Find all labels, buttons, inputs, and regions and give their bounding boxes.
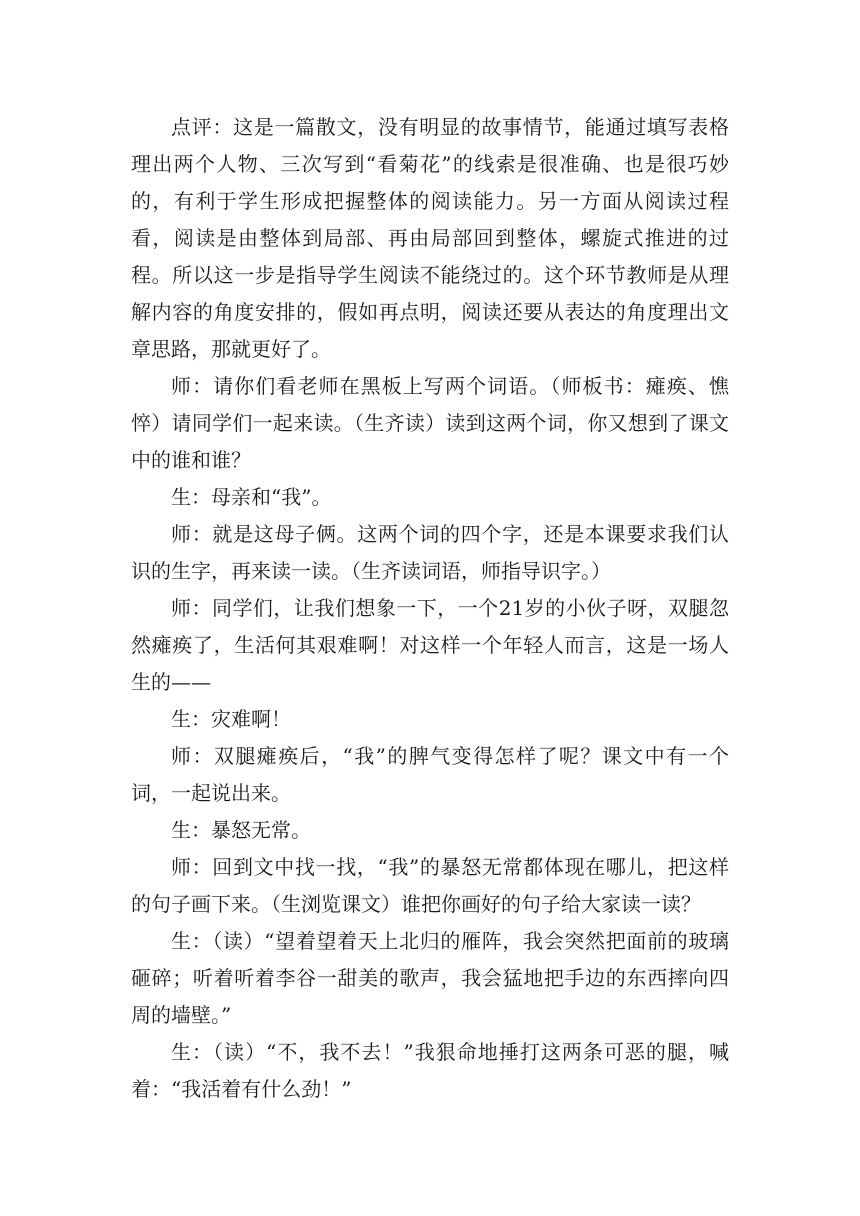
paragraph-commentary: 点评：这是一篇散文，没有明显的故事情节，能通过填写表格理出两个人物、三次写到“看菊花”的线索是很准确、也是很巧妙的，有利于学生形成把握整体的阅读能力。另一方面从阅读过程看，阅读是由整体到局部、再由局部回到整体，螺旋式推进的过程。所以这一步是指导学生阅读不能绕过的。这个环节教师是从理解内容的角度安排的，假如再点明，阅读还要从表达的角度理出文章思路，那就更好了。 <box>131 115 729 361</box>
paragraph-teacher-find: 师：回到文中找一找，“我”的暴怒无常都体现在哪儿，把这样的句子画下来。（生浏览课文）谁把你画好的句子给大家读一读？ <box>131 855 729 916</box>
paragraph-teacher-board: 师：请你们看老师在黑板上写两个词语。（师板书：瘫痪、憔悴）请同学们一起来读。（生齐读）读到这两个词，你又想到了课文中的谁和谁？ <box>131 374 729 472</box>
paragraph-student-read-1: 生：（读）“望着望着天上北归的雁阵，我会突然把面前的玻璃砸碎；听着听着李谷一甜美的歌声，我会猛地把手边的东西摔向四周的墙壁。” <box>131 929 729 1027</box>
paragraph-student-answer: 生：母亲和“我”。 <box>171 485 332 509</box>
document-page <box>131 109 729 1108</box>
paragraph-teacher-imagine: 师：同学们，让我们想象一下，一个21岁的小伙子呀，双腿忽然瘫痪了，生活何其艰难啊！对这样一个年轻人而言，这是一场人生的—— <box>131 596 729 694</box>
paragraph-teacher-temper: 师：双腿瘫痪后，“我”的脾气变得怎样了呢？课文中有一个词，一起说出来。 <box>131 744 729 805</box>
paragraph-student-temper: 生：暴怒无常。 <box>171 818 311 842</box>
paragraph-student-read-2: 生：（读）“不，我不去！”我狠命地捶打这两条可恶的腿，喊着：“我活着有什么劲！” <box>131 1040 729 1101</box>
paragraph-student-disaster: 生：灾难啊！ <box>171 707 291 731</box>
paragraph-teacher-characters: 师：就是这母子俩。这两个词的四个字，还是本课要求我们认识的生字，再来读一读。（生齐读词语，师指导识字。） <box>131 522 729 583</box>
